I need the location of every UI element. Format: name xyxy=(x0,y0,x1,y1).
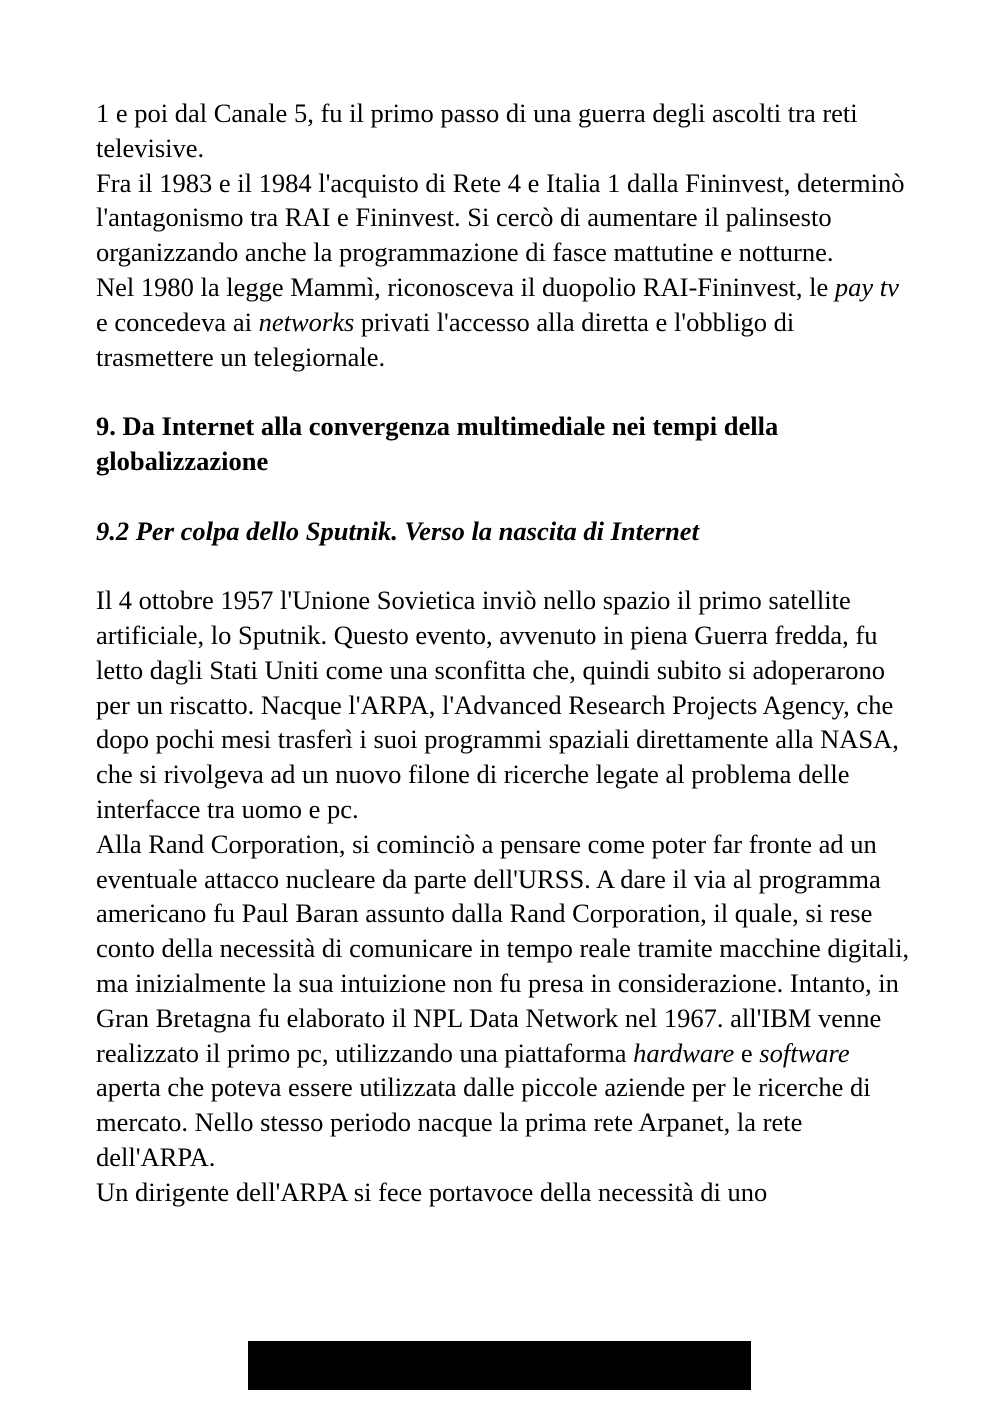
paragraph-text-part: e xyxy=(734,1037,760,1068)
paragraph-text-part: Alla Rand Corporation, si cominciò a pensare come poter far fronte ad un eventuale attacco nucleare da parte dell'URSS. A dare il via al programma americano fu Paul Baran assunto dalla Rand Corporation, il quale, si rese conto della necessità di comunicare in tempo reale tramite macchine digitali, ma inizialmente la sua intuizione non fu presa in considerazione. Intanto, in Gran Bretagna fu elaborato il NPL Data Network nel 1967. all'IBM venne realizzato il primo pc, utilizzando una piattaforma xyxy=(96,828,910,1068)
spacer xyxy=(96,374,916,409)
paragraph-sputnik xyxy=(96,583,916,827)
subsection-heading: 9.2 Per colpa dello Sputnik. Verso la nascita di Internet xyxy=(96,515,699,546)
spacer xyxy=(96,479,916,514)
section-heading: 9. Da Internet alla convergenza multimediale nei tempi della globalizzazione xyxy=(96,411,779,476)
paragraph-text-part: privati l'accesso alla diretta e l'obbligo di trasmettere un telegiornale. xyxy=(96,306,795,372)
italic-term: software xyxy=(759,1037,850,1068)
paragraph-rand-corporation xyxy=(96,827,916,1175)
paragraph-fininvest xyxy=(96,166,916,270)
paragraph-canale5 xyxy=(96,96,916,166)
paragraph-text-part: e concedeva ai xyxy=(96,306,259,337)
document-page xyxy=(96,96,916,1210)
italic-term: networks xyxy=(258,306,355,337)
paragraph-legge-mammi xyxy=(96,270,916,374)
paragraph-text-part: Nel 1980 la legge Mammì, riconosceva il duopolio RAI-Fininvest, le xyxy=(96,271,835,302)
paragraph-text-part: aperta che poteva essere utilizzata dalle piccole aziende per le ricerche di mercato. Nello stesso periodo nacque la prima rete Arpanet, la rete dell'ARPA. xyxy=(96,1072,871,1172)
footer-redaction-bar xyxy=(248,1341,751,1390)
italic-term: pay tv xyxy=(834,271,899,302)
paragraph-text: Fra il 1983 e il 1984 l'acquisto di Rete 4 e Italia 1 dalla Fininvest, determinò l'antagonismo tra RAI e Fininvest. Si cercò di aumentare il palinsesto organizzando anche la programmazione di fasce mattutine e notturne. xyxy=(96,167,905,268)
paragraph-text: 1 e poi dal Canale 5, fu il primo passo di una guerra degli ascolti tra reti televisive. xyxy=(96,98,858,163)
italic-term: hardware xyxy=(633,1037,735,1068)
paragraph-dirigente-arpa xyxy=(96,1175,916,1210)
paragraph-text: Un dirigente dell'ARPA si fece portavoce della necessità di uno xyxy=(96,1176,768,1207)
spacer xyxy=(96,548,916,583)
paragraph-text: Il 4 ottobre 1957 l'Unione Sovietica inviò nello spazio il primo satellite artificiale, lo Sputnik. Questo evento, avvenuto in piena Guerra fredda, fu letto dagli Stati Uniti come una sconfitta che, quindi subito si adoperarono per un riscatto. Nacque l'ARPA, l'Advanced Research Projects Agency, che dopo pochi mesi trasferì i suoi programmi spaziali direttamente alla NASA, che si rivolgeva ad un nuovo filone di ricerche legate al problema delle interfacce tra uomo e pc. xyxy=(96,585,899,824)
